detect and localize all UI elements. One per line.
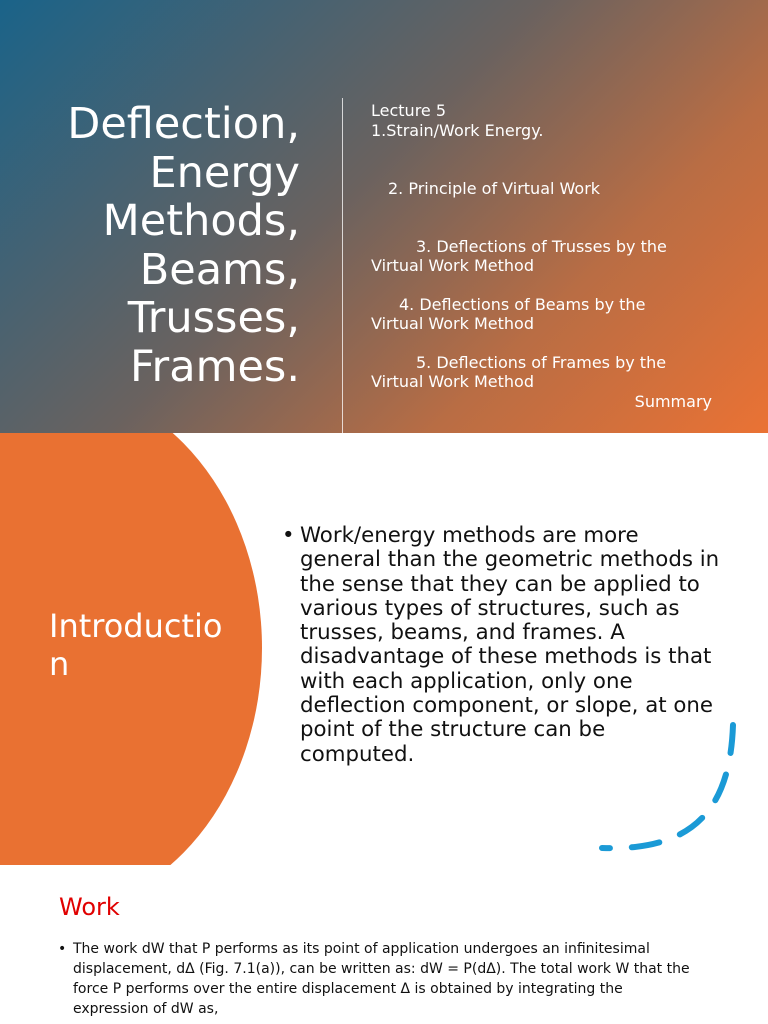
agenda-item-5-line2: Virtual Work Method: [371, 372, 534, 391]
bullet-icon: •: [58, 941, 67, 957]
agenda-item-3-line1: 3. Deflections of Trusses by the: [416, 236, 667, 256]
work-heading: Work: [59, 893, 120, 921]
dashed-arc-decoration: [580, 703, 760, 863]
agenda-item-3: [371, 237, 716, 276]
lecture-label: Lecture 5: [371, 101, 447, 120]
agenda-item-1: 1.Strain/Work Energy.: [371, 120, 544, 140]
agenda-item-4-line1: 4. Deflections of Beams by the: [399, 294, 646, 314]
agenda-summary: Summary: [634, 391, 712, 411]
work-bullet: [58, 939, 698, 1019]
vertical-divider: [342, 98, 343, 433]
work-bullet-text: The work dW that P performs as its point of application undergoes an infinitesimal displacement, dΔ (Fig. 7.1(a)), can be written as: dW = P(dΔ). The total work W that the force P performs over the entire displacement Δ is obtained by integrating the expression of dW as,: [73, 941, 690, 1017]
agenda-item-2: 2. Principle of Virtual Work: [388, 179, 601, 198]
introduction-slide: [0, 433, 768, 865]
agenda-list: [371, 101, 716, 411]
agenda-item-4-line2: Virtual Work Method: [371, 314, 534, 333]
slide-title: Deflection, Energy Methods, Beams, Trusses, Frames.: [67, 99, 300, 392]
agenda-item-5: [371, 353, 716, 392]
title-slide: [0, 0, 768, 433]
introduction-bullet-text: Work/energy methods are more general than the geometric methods in the sense that they can be applied to various types of structures, such as trusses, beams, and frames. A disadvantage of these methods is that with each application, only one deflection component, or slope, at one point of the structure can be computed.: [300, 523, 720, 767]
work-bullet-list: [58, 939, 698, 1019]
introduction-title: Introduction: [49, 607, 223, 683]
work-slide: [0, 865, 768, 1024]
agenda-item-3-line2: Virtual Work Method: [371, 256, 534, 275]
agenda-item-5-line1: 5. Deflections of Frames by the: [416, 352, 667, 372]
agenda-item-4: [371, 295, 716, 334]
bullet-icon: •: [282, 523, 295, 548]
